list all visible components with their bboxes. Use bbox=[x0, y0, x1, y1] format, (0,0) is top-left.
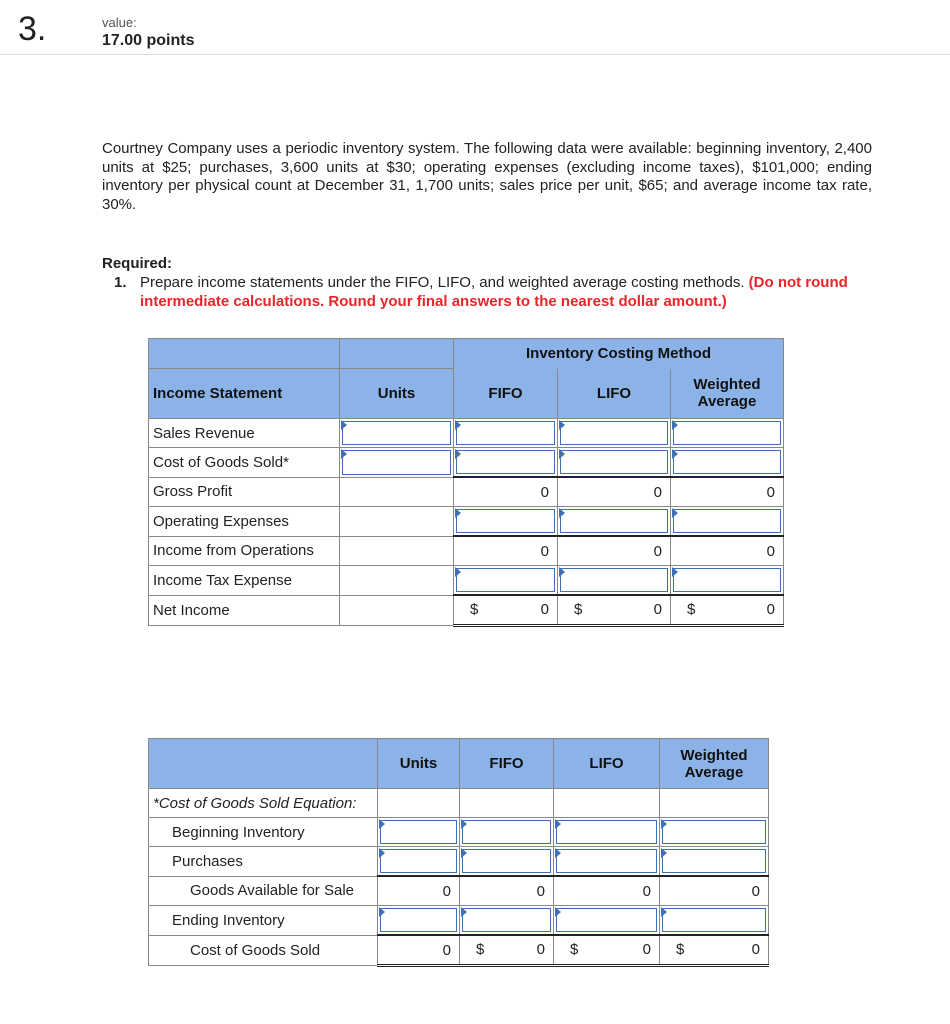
row-label-goods-available: Goods Available for Sale bbox=[149, 876, 378, 906]
purchases-lifo-input[interactable] bbox=[554, 847, 660, 877]
iops-weighted-value: 0 bbox=[671, 536, 784, 566]
cogs-equation-label: *Cost of Goods Sold Equation: bbox=[149, 789, 378, 818]
cogs-units-value: 0 bbox=[378, 935, 460, 966]
available-lifo-value: 0 bbox=[554, 876, 660, 906]
lifo-header: LIFO bbox=[558, 369, 671, 419]
weighted-average-header: Weighted Average bbox=[671, 369, 784, 419]
gross-weighted-value: 0 bbox=[671, 477, 784, 507]
ending-weighted-input[interactable] bbox=[660, 906, 769, 936]
row-label-purchases: Purchases bbox=[149, 847, 378, 877]
row-label-income-from-operations: Income from Operations bbox=[149, 536, 340, 566]
cogs-lifo-value: $ 0 bbox=[554, 935, 660, 966]
fifo-header: FIFO bbox=[454, 369, 558, 419]
row-label-sales-revenue: Sales Revenue bbox=[149, 419, 340, 448]
opex-fifo-input[interactable] bbox=[454, 507, 558, 537]
equation-fifo-cell bbox=[460, 789, 554, 818]
row-label-cogs: Cost of Goods Sold* bbox=[149, 448, 340, 478]
header-blank bbox=[340, 339, 454, 369]
beginning-lifo-input[interactable] bbox=[554, 818, 660, 847]
required-item-note: (Do not round intermediate calculations. Round your final answers to the nearest dollar amount.) bbox=[140, 274, 848, 310]
gross-fifo-value: 0 bbox=[454, 477, 558, 507]
opex-weighted-input[interactable] bbox=[671, 507, 784, 537]
row-label-gross-profit: Gross Profit bbox=[149, 477, 340, 507]
gross-units-cell bbox=[340, 477, 454, 507]
row-label-net-income: Net Income bbox=[149, 595, 340, 626]
header-blank bbox=[149, 739, 378, 789]
sales-weighted-input[interactable] bbox=[671, 419, 784, 448]
available-weighted-value: 0 bbox=[660, 876, 769, 906]
header-divider bbox=[0, 54, 950, 55]
cogs-units-input[interactable] bbox=[340, 448, 454, 478]
row-label-income-tax-expense: Income Tax Expense bbox=[149, 566, 340, 596]
cogs-weighted-input[interactable] bbox=[671, 448, 784, 478]
purchases-fifo-input[interactable] bbox=[460, 847, 554, 877]
cogs-fifo-input[interactable] bbox=[454, 448, 558, 478]
weighted-average-header: Weighted Average bbox=[660, 739, 769, 789]
net-units-cell bbox=[340, 595, 454, 626]
sales-lifo-input[interactable] bbox=[558, 419, 671, 448]
equation-weighted-cell bbox=[660, 789, 769, 818]
tax-weighted-input[interactable] bbox=[671, 566, 784, 596]
income-statement-table bbox=[148, 338, 784, 627]
iops-fifo-value: 0 bbox=[454, 536, 558, 566]
points-value: 17.00 points bbox=[102, 32, 195, 49]
units-header: Units bbox=[378, 739, 460, 789]
opex-lifo-input[interactable] bbox=[558, 507, 671, 537]
required-item-number: 1. bbox=[114, 274, 127, 291]
cogs-fifo-value: $ 0 bbox=[460, 935, 554, 966]
ending-fifo-input[interactable] bbox=[460, 906, 554, 936]
required-item bbox=[114, 274, 874, 311]
iops-lifo-value: 0 bbox=[558, 536, 671, 566]
beginning-units-input[interactable] bbox=[378, 818, 460, 847]
purchases-units-input[interactable] bbox=[378, 847, 460, 877]
available-units-value: 0 bbox=[378, 876, 460, 906]
cogs-equation-table bbox=[148, 738, 769, 967]
purchases-weighted-input[interactable] bbox=[660, 847, 769, 877]
opex-units-cell bbox=[340, 507, 454, 537]
required-title: Required: bbox=[102, 255, 173, 272]
ending-units-input[interactable] bbox=[378, 906, 460, 936]
equation-units-cell bbox=[378, 789, 460, 818]
cogs-lifo-input[interactable] bbox=[558, 448, 671, 478]
fifo-header: FIFO bbox=[460, 739, 554, 789]
units-header: Units bbox=[340, 369, 454, 419]
header-blank bbox=[149, 339, 340, 369]
row-label-beginning-inventory: Beginning Inventory bbox=[149, 818, 378, 847]
inventory-method-header: Inventory Costing Method bbox=[454, 339, 784, 369]
net-weighted-value: $ 0 bbox=[671, 595, 784, 626]
income-statement-header: Income Statement bbox=[149, 369, 340, 419]
gross-lifo-value: 0 bbox=[558, 477, 671, 507]
row-label-operating-expenses: Operating Expenses bbox=[149, 507, 340, 537]
value-label: value: bbox=[102, 15, 137, 30]
problem-text: Courtney Company uses a periodic inventory system. The following data were available: beginning inventory, 2,400 units at $25; purchases, 3,600 units at $30; operating expenses (excluding income taxes), $101,000; ending inventory per physical count at December 31, 1,700 units; sales price per unit, $65; and average income tax rate, 30%. bbox=[102, 140, 872, 213]
row-label-ending-inventory: Ending Inventory bbox=[149, 906, 378, 936]
tax-units-cell bbox=[340, 566, 454, 596]
tax-lifo-input[interactable] bbox=[558, 566, 671, 596]
beginning-weighted-input[interactable] bbox=[660, 818, 769, 847]
net-fifo-value: $ 0 bbox=[454, 595, 558, 626]
equation-lifo-cell bbox=[554, 789, 660, 818]
sales-fifo-input[interactable] bbox=[454, 419, 558, 448]
ending-lifo-input[interactable] bbox=[554, 906, 660, 936]
required-item-text: Prepare income statements under the FIFO, LIFO, and weighted average costing methods. bbox=[140, 274, 745, 291]
available-fifo-value: 0 bbox=[460, 876, 554, 906]
row-label-cost-of-goods-sold: Cost of Goods Sold bbox=[149, 935, 378, 966]
cogs-weighted-value: $ 0 bbox=[660, 935, 769, 966]
tax-fifo-input[interactable] bbox=[454, 566, 558, 596]
lifo-header: LIFO bbox=[554, 739, 660, 789]
question-number: 3. bbox=[18, 10, 47, 48]
sales-units-input[interactable] bbox=[340, 419, 454, 448]
beginning-fifo-input[interactable] bbox=[460, 818, 554, 847]
net-lifo-value: $ 0 bbox=[558, 595, 671, 626]
iops-units-cell bbox=[340, 536, 454, 566]
